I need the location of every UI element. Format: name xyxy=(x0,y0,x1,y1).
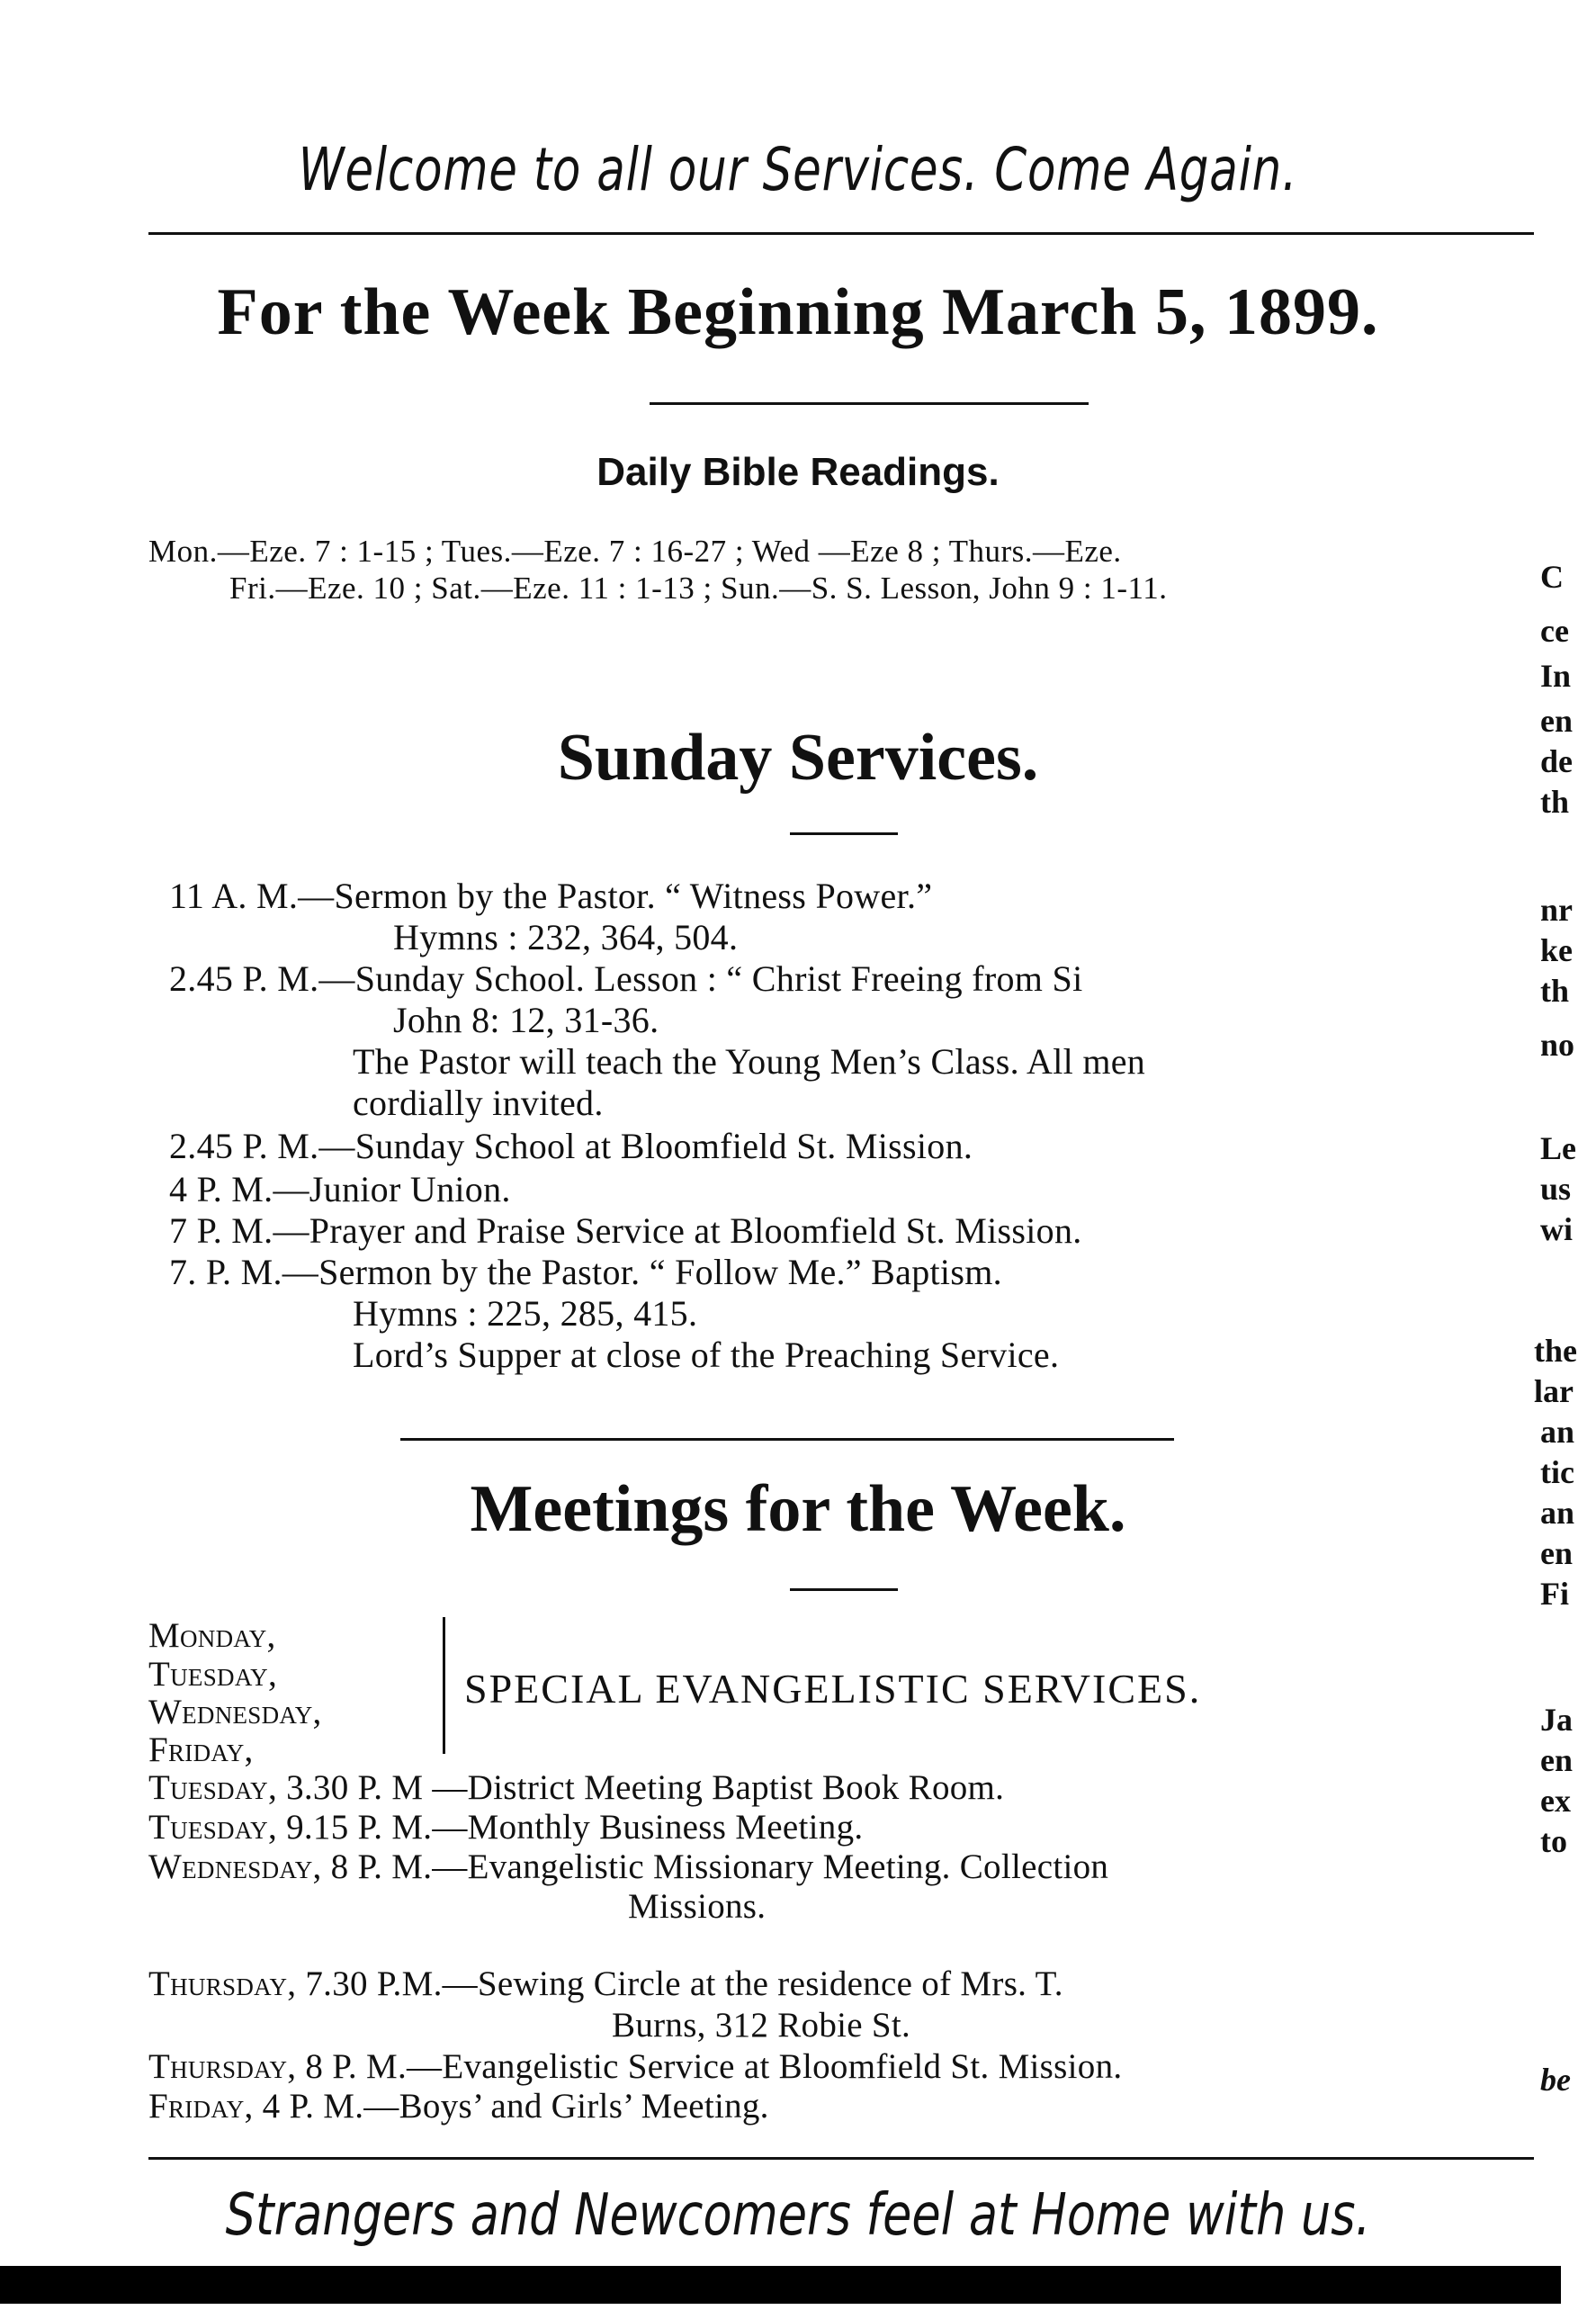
group-brace xyxy=(443,1617,445,1754)
margin-fragment: nr xyxy=(1540,892,1573,928)
sunday-line: John 8: 12, 31-36. xyxy=(393,1000,659,1040)
sunday-line: Hymns : 232, 364, 504. xyxy=(393,917,739,957)
margin-fragment: us xyxy=(1540,1171,1572,1207)
margin-fragment: no xyxy=(1540,1027,1575,1063)
special-services: SPECIAL EVANGELISTIC SERVICES. xyxy=(464,1666,1202,1712)
weekday-label: Tuesday, xyxy=(148,1655,277,1694)
sunday-line: 2.45 P. M.—Sunday School at Bloomfield St. Mission. xyxy=(169,1126,973,1166)
margin-fragment: ce xyxy=(1540,613,1569,649)
margin-fragment: tic xyxy=(1540,1454,1574,1490)
margin-fragment: lar xyxy=(1534,1373,1574,1409)
readings-line-1: Mon.—Eze. 7 : 1-15 ; Tues.—Eze. 7 : 16-27 ; Wed —Eze 8 ; Thurs.—Eze. xyxy=(148,534,1122,569)
divider-meetings-under xyxy=(790,1588,898,1591)
readings-heading: Daily Bible Readings. xyxy=(596,450,1000,494)
margin-fragment: the xyxy=(1534,1333,1577,1369)
margin-fragment: In xyxy=(1540,658,1572,694)
weekday-label: Friday, xyxy=(148,1730,254,1769)
meeting-line: Tuesday, 9.15 P. M.—Monthly Business Meeting. xyxy=(148,1808,864,1847)
margin-fragment: Le xyxy=(1540,1130,1576,1166)
weekday-label: Monday, xyxy=(148,1616,276,1655)
margin-fragment: en xyxy=(1540,703,1573,739)
margin-fragment: C xyxy=(1540,559,1564,595)
weekday-label: Wednesday, xyxy=(148,1693,322,1731)
sunday-heading: Sunday Services. xyxy=(557,721,1039,795)
margin-fragment: ex xyxy=(1540,1783,1571,1819)
strangers-banner: Strangers and Newcomers feel at Home with us. xyxy=(225,2182,1371,2249)
sunday-line: cordially invited. xyxy=(353,1083,604,1123)
meetings-heading: Meetings for the Week. xyxy=(470,1472,1126,1546)
divider-top xyxy=(148,232,1534,235)
margin-fragment: Ja xyxy=(1540,1702,1573,1738)
sunday-line: 4 P. M.—Junior Union. xyxy=(169,1169,511,1209)
meeting-line: Friday, 4 P. M.—Boys’ and Girls’ Meeting. xyxy=(148,2087,769,2126)
meeting-line: Tuesday, 3.30 P. M —District Meeting Baptist Book Room. xyxy=(148,1768,1005,1807)
sunday-line: The Pastor will teach the Young Men’s Class. All men xyxy=(353,1041,1146,1082)
meeting-line: Thursday, 7.30 P.M.—Sewing Circle at the residence of Mrs. T. xyxy=(148,1964,1063,2003)
sunday-line: 7 P. M.—Prayer and Praise Service at Bloomfield St. Mission. xyxy=(169,1210,1082,1251)
margin-fragment: en xyxy=(1540,1742,1573,1778)
divider-bottom xyxy=(148,2157,1534,2160)
meeting-line: Wednesday, 8 P. M.—Evangelistic Missionary Meeting. Collection xyxy=(148,1847,1109,1886)
margin-fragment: th xyxy=(1540,784,1570,820)
divider-sunday xyxy=(790,832,898,835)
margin-fragment: th xyxy=(1540,973,1570,1009)
sunday-line: Lord’s Supper at close of the Preaching Service. xyxy=(353,1335,1060,1375)
sunday-line: Hymns : 225, 285, 415. xyxy=(353,1293,698,1334)
meeting-line: Thursday, 8 P. M.—Evangelistic Service at Bloomfield St. Mission. xyxy=(148,2047,1123,2086)
margin-fragment: ke xyxy=(1540,932,1573,968)
margin-fragment: an xyxy=(1540,1414,1575,1450)
readings-line-2: Fri.—Eze. 10 ; Sat.—Eze. 11 : 1-13 ; Sun.—S. S. Lesson, John 9 : 1-11. xyxy=(229,571,1168,606)
week-title: For the Week Beginning March 5, 1899. xyxy=(217,275,1379,349)
divider-meetings xyxy=(400,1438,1174,1441)
sunday-line: 2.45 P. M.—Sunday School. Lesson : “ Christ Freeing from Si xyxy=(169,958,1083,999)
welcome-banner: Welcome to all our Services. Come Again. xyxy=(298,135,1298,204)
margin-fragment: wi xyxy=(1540,1211,1573,1247)
divider-title xyxy=(650,402,1089,405)
margin-fragment: en xyxy=(1540,1535,1573,1571)
margin-fragment: Fi xyxy=(1540,1576,1569,1612)
margin-fragment: to xyxy=(1540,1823,1567,1859)
sunday-line: 7. P. M.—Sermon by the Pastor. “ Follow Me.” Baptism. xyxy=(169,1252,1002,1292)
meeting-line: Missions. xyxy=(628,1887,767,1926)
margin-fragment: be xyxy=(1540,2062,1571,2098)
meeting-line: Burns, 312 Robie St. xyxy=(612,2006,911,2045)
sunday-line: 11 A. M.—Sermon by the Pastor. “ Witness Power.” xyxy=(169,876,933,916)
bottom-border-bar xyxy=(0,2266,1561,2304)
margin-fragment: de xyxy=(1540,743,1573,779)
margin-fragment: an xyxy=(1540,1495,1575,1531)
